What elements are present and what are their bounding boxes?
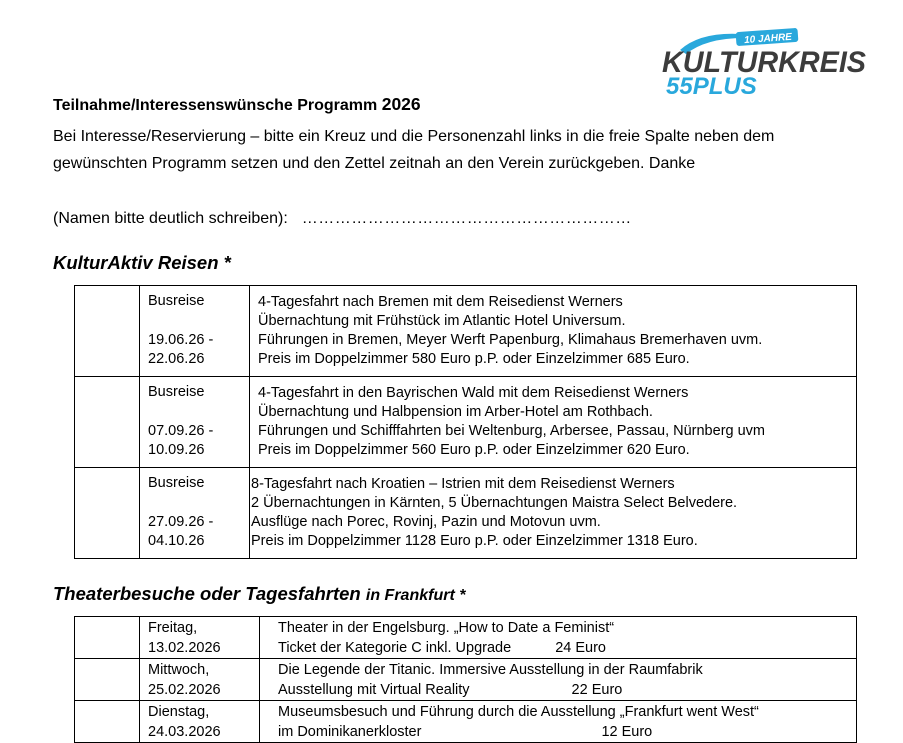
table-row (75, 617, 857, 659)
event-price: 22 Euro (571, 681, 623, 698)
event-day: Dienstag, (148, 704, 210, 720)
kulturkreis-logo (660, 28, 870, 98)
trip-line: Preis im Doppelzimmer 560 Euro p.P. oder Einzelzimmer 620 Euro. (258, 442, 690, 458)
trip-line: Übernachtung mit Frühstück im Atlantic Hotel Universum. (258, 313, 626, 329)
trip-date-from: 07.09.26 - (148, 423, 214, 439)
table-row (75, 659, 857, 701)
trip-date-from: 27.09.26 - (148, 514, 214, 530)
trip-line: Übernachtung und Halbpension im Arber-Hotel am Rothbach. (258, 404, 653, 420)
trip-line: Führungen in Bremen, Meyer Werft Papenburg, Klimahaus Bremerhaven uvm. (258, 332, 763, 348)
names-label: (Namen bitte deutlich schreiben): (53, 210, 288, 227)
section-title-text: Theaterbesuche oder Tagesfahrten (53, 583, 361, 604)
event-price: 12 Euro (601, 723, 653, 740)
event-title: Museumsbesuch und Führung durch die Ausstellung „Frankfurt went West“ (278, 704, 759, 720)
trip-date-from: 19.06.26 - (148, 332, 214, 348)
logo-line1: KULTURKREIS (662, 46, 866, 79)
section-title-reisen: KulturAktiv Reisen * (53, 252, 231, 273)
trip-line: 8-Tagesfahrt nach Kroatien – Istrien mit dem Reisedienst Werners (251, 476, 675, 492)
trip-type: Busreise (148, 293, 205, 309)
trip-line: Führungen und Schifffahrten bei Weltenburg, Arbersee, Passau, Nürnberg uvm (258, 423, 766, 439)
event-date: 25.02.2026 (148, 681, 221, 698)
page-heading (53, 94, 421, 115)
names-dots[interactable]: …………………………………………………… (301, 210, 632, 227)
trip-line: Preis im Doppelzimmer 580 Euro p.P. oder Einzelzimmer 685 Euro. (258, 351, 690, 367)
event-day: Mittwoch, (148, 662, 210, 678)
table-row (75, 286, 857, 377)
checkbox-cell[interactable] (75, 377, 140, 468)
checkbox-cell[interactable] (75, 701, 140, 743)
trip-date-to: 10.09.26 (148, 442, 205, 458)
event-date: 24.03.2026 (148, 723, 221, 740)
event-detail: Ticket der Kategorie C inkl. Upgrade (278, 639, 512, 656)
heading-year: 2026 (381, 94, 421, 114)
trip-line: Preis im Doppelzimmer 1128 Euro p.P. oder Einzelzimmer 1318 Euro. (251, 533, 698, 549)
checkbox-cell[interactable] (75, 468, 140, 559)
table-row (75, 377, 857, 468)
checkbox-cell[interactable] (75, 617, 140, 659)
event-day: Freitag, (148, 620, 198, 636)
event-detail: Ausstellung mit Virtual Reality (278, 681, 470, 698)
trip-type: Busreise (148, 475, 205, 491)
trip-line: 4-Tagesfahrt nach Bremen mit dem Reisedienst Werners (258, 294, 623, 310)
event-price: 24 Euro (555, 639, 606, 656)
trips-table (74, 285, 857, 559)
trip-date-to: 04.10.26 (148, 533, 205, 549)
intro-text: Bei Interesse/Reservierung – bitte ein Kreuz und die Personenzahl links in die freie Spalte neben dem gewünschten Programm setzen und den Zettel zeitnah an den Verein zurückgeben. Danke (53, 128, 775, 172)
event-date: 13.02.2026 (148, 639, 221, 656)
checkbox-cell[interactable] (75, 659, 140, 701)
trip-line: Ausflüge nach Porec, Rovinj, Pazin und Motovun uvm. (251, 514, 601, 530)
logo-badge-text: 10 JAHRE (743, 31, 793, 47)
checkbox-cell[interactable] (75, 286, 140, 377)
logo-line2: 55PLUS (666, 73, 757, 98)
names-line (53, 210, 632, 228)
heading-text: Teilnahme/Interessenswünsche Programm (53, 97, 378, 114)
trip-date-to: 22.06.26 (148, 351, 205, 367)
table-row (75, 701, 857, 743)
events-table (74, 616, 857, 743)
section-title-sub: in Frankfurt * (365, 587, 466, 604)
event-detail: im Dominikanerkloster (278, 723, 422, 740)
trip-type: Busreise (148, 384, 205, 400)
section-title-theater (53, 583, 465, 605)
trip-line: 2 Übernachtungen in Kärnten, 5 Übernachtungen Maistra Select Belvedere. (251, 495, 738, 511)
event-title: Theater in der Engelsburg. „How to Date a Feminist“ (278, 620, 615, 636)
event-title: Die Legende der Titanic. Immersive Ausstellung in der Raumfabrik (278, 662, 703, 678)
table-row (75, 468, 857, 559)
trip-line: 4-Tagesfahrt in den Bayrischen Wald mit dem Reisedienst Werners (258, 385, 689, 401)
